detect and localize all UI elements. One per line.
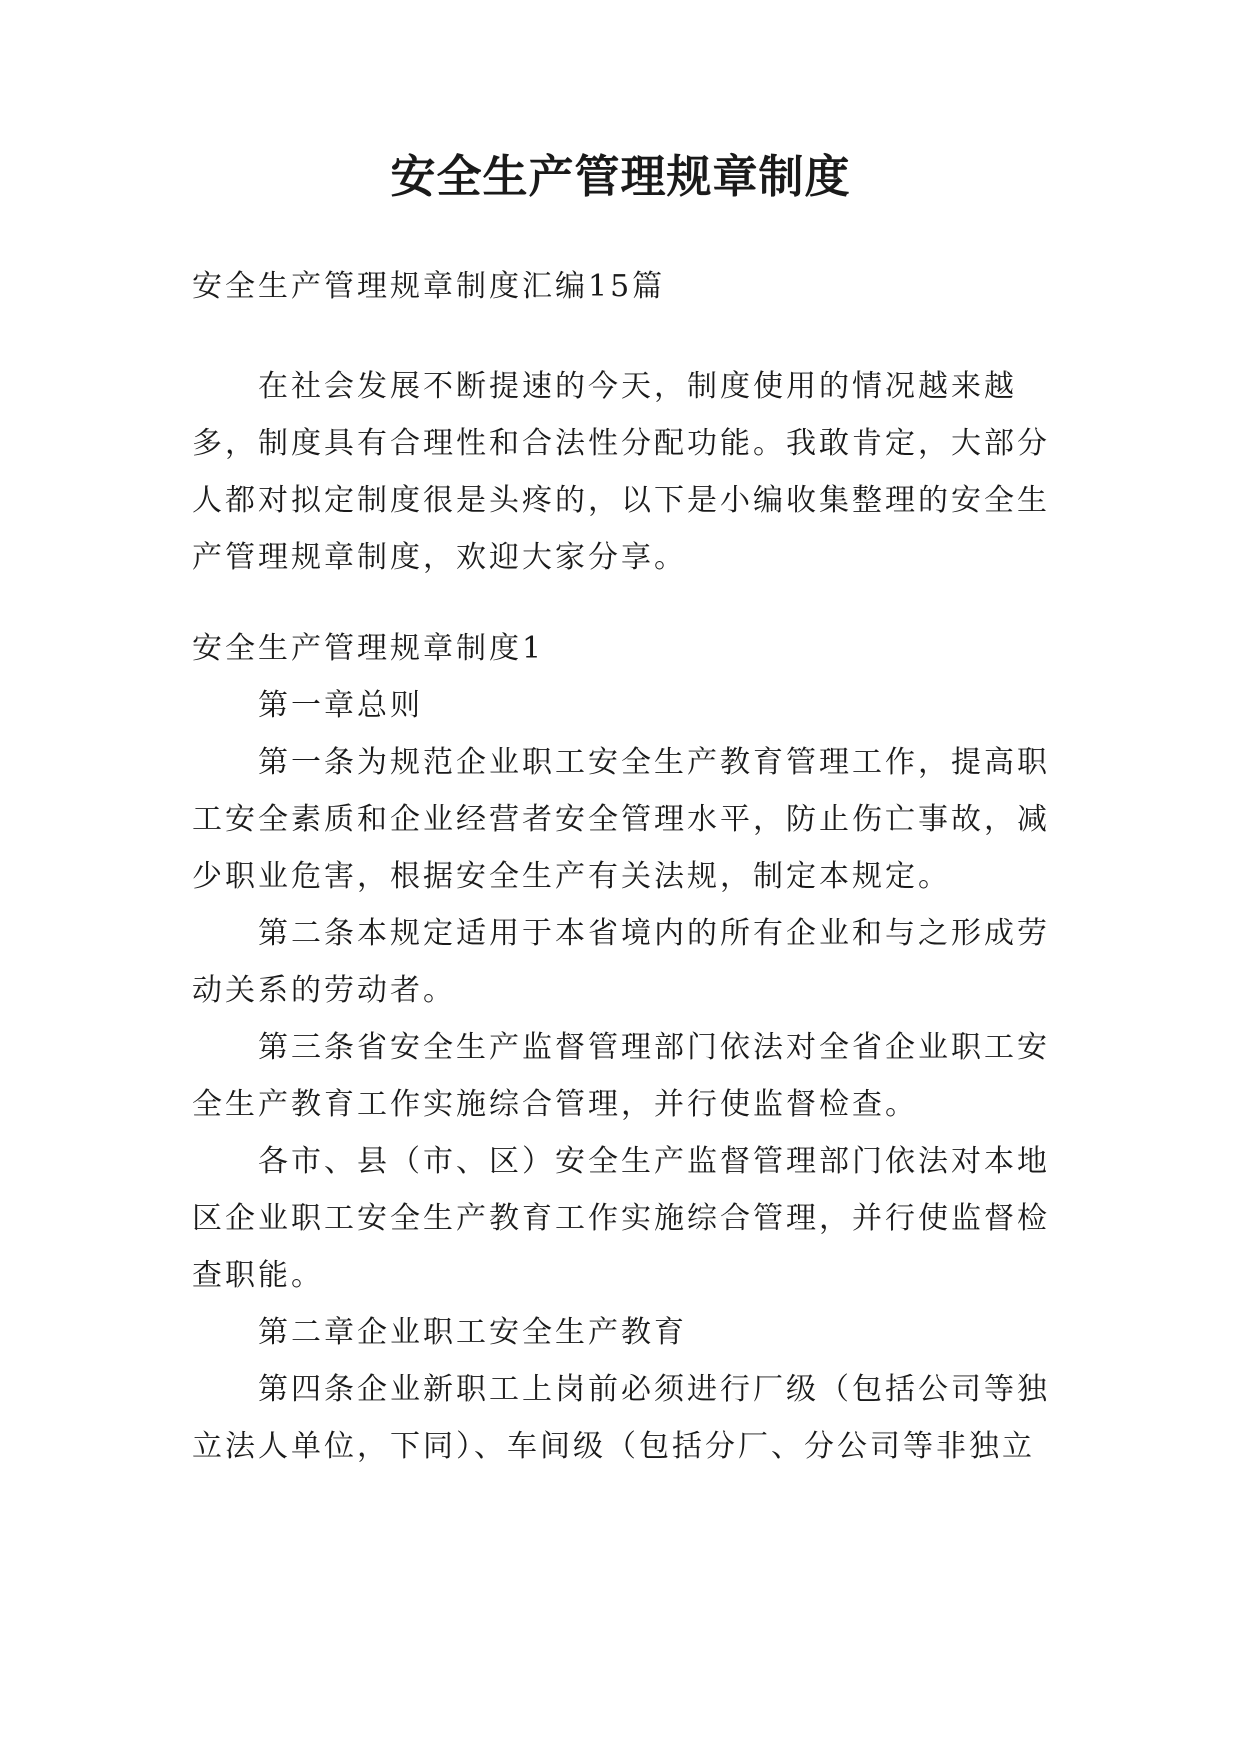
subtitle-text: 安全生产管理规章制度汇编15篇 [192,269,666,304]
article-3: 第三条省安全生产监督管理部门依法对全省企业职工安全生产教育工作实施综合管理，并行使监督检查。 [192,1030,1050,1122]
article-1: 第一条为规范企业职工安全生产教育管理工作，提高职工安全素质和企业经营者安全管理水平，防止伤亡事故，减少职业危害，根据安全生产有关法规，制定本规定。 [192,745,1050,894]
section-body [192,620,1050,1475]
article-2: 第二条本规定适用于本省境内的所有企业和与之形成劳动关系的劳动者。 [192,916,1050,1008]
document-title: 安全生产管理规章制度 [390,150,851,203]
intro-text: 在社会发展不断提速的今天，制度使用的情况越来越多，制度具有合理性和合法性分配功能。我敢肯定，大部分人都对拟定制度很是头疼的，以下是小编收集整理的安全生产管理规章制度，欢迎大家分享。 [192,369,1050,575]
section-heading: 安全生产管理规章制度1 [192,631,545,666]
article-3-continued: 各市、县（市、区）安全生产监督管理部门依法对本地区企业职工安全生产教育工作实施综合管理，并行使监督检查职能。 [192,1144,1050,1293]
chapter-heading-2: 第二章企业职工安全生产教育 [258,1315,687,1350]
intro-paragraph [192,358,1050,586]
article-4: 第四条企业新职工上岗前必须进行厂级（包括公司等独立法人单位，下同）、车间级（包括分厂、分公司等非独立 [192,1372,1050,1464]
chapter-heading-1: 第一章总则 [258,688,423,723]
document-subtitle [192,258,1050,315]
